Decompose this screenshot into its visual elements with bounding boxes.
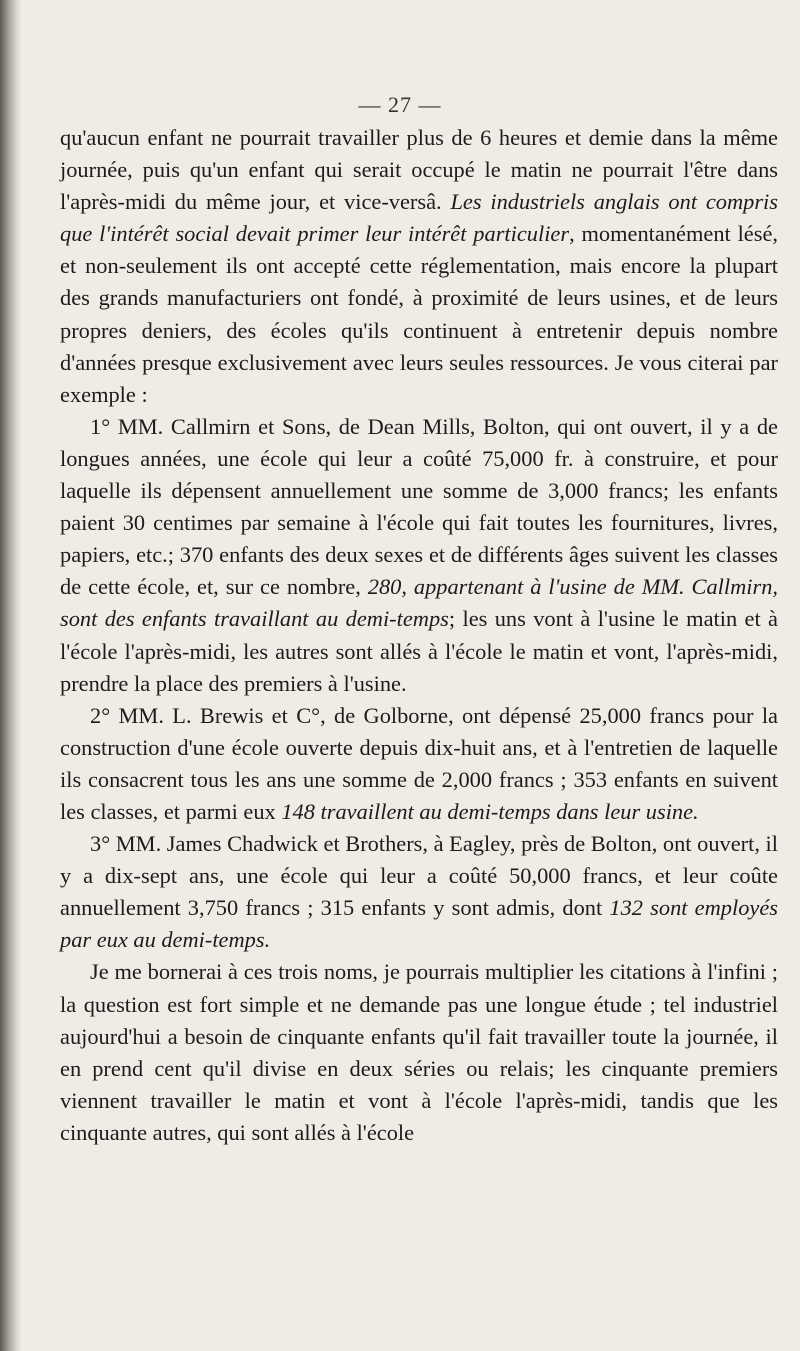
paragraph-example-1 (60, 411, 778, 700)
paragraph-example-2 (60, 700, 778, 828)
body-text (60, 122, 778, 1149)
paragraph-text: 1° MM. Callmirn et Sons, de Dean Mills, Bolton, qui ont ouvert, il y a de longues années, une école qui leur a coûté 75,000 fr. à construire, et pour laquelle ils dépensent annuellement une somme de 3,000 francs; les enfants paient 30 centimes par semaine à l'école qui fait toutes les fournitures, livres, papiers, etc.; 370 enfants des deux sexes et de différents âges suivent les classes de cette école, et, sur ce nombre, (60, 413, 778, 600)
page-number: — 27 — (358, 92, 442, 117)
paragraph-emphasis: 148 travaillent au demi-temps dans leur usine. (281, 798, 699, 824)
paragraph-text: 2° MM. L. Brewis et C°, de Golborne, ont dépensé 25,000 francs pour la construction d'une école ouverte depuis dix-huit ans, et à l'entretien de laquelle ils consacrent tous les ans une somme de 2,000 francs ; 353 enfants en suivent les classes, et parmi eux (60, 702, 778, 824)
paragraph-text: 3° MM. James Chadwick et Brothers, à Eagley, près de Bolton, ont ouvert, il y a dix-sept ans, une école qui leur a coûté 50,000 francs, et leur coûte annuellement 3,750 francs ; 315 enfants y sont admis, dont (60, 831, 778, 921)
paragraph-text: ; les uns vont à l'usine le matin et à l'école l'après-midi, les autres sont allés à l'école le matin et vont, l'après-midi, prendre la place des premiers à l'usine. (60, 606, 778, 696)
paragraph-text: , momentanément lésé, et non-seulement ils ont accepté cette réglementation, mais encore la plupart des grands manufacturiers ont fondé, à proximité de leurs usines, et de leurs propres deniers, des écoles qu'ils continuent à entretenir depuis nombre d'années presque exclusivement avec leurs seules ressources. Je vous citerai par exemple : (60, 221, 778, 407)
paragraph-emphasis: Les industriels anglais ont compris que l'intérêt social devait primer leur intérêt particulier (60, 189, 778, 247)
paragraph-emphasis: 280, appartenant à l'usine de MM. Callmirn, sont des enfants travaillant au demi-temps (60, 574, 778, 632)
paragraph-conclusion: Je me bornerai à ces trois noms, je pourrais multiplier les citations à l'infini ; la question est fort simple et ne demande pas une longue étude ; tel industriel aujourd'hui a besoin de cinquante enfants qu'il fait travailler toute la journée, il en prend cent qu'il divise en deux séries ou relais; les cinquante premiers viennent travailler le matin et vont à l'école l'après-midi, tandis que les cinquante autres, qui sont allés à l'école (60, 959, 778, 1145)
paragraph-example-3 (60, 828, 778, 956)
page-gutter-shadow (0, 0, 22, 1351)
paragraph-intro (60, 122, 778, 411)
paragraph-text: qu'aucun enfant ne pourrait travailler plus de 6 heures et demie dans la même journée, puis qu'un enfant qui serait occupé le matin ne pourrait l'être dans l'après-midi du même jour, et vice-versâ. (60, 125, 778, 215)
paragraph-emphasis: 132 sont employés par eux au demi-temps. (60, 895, 778, 953)
